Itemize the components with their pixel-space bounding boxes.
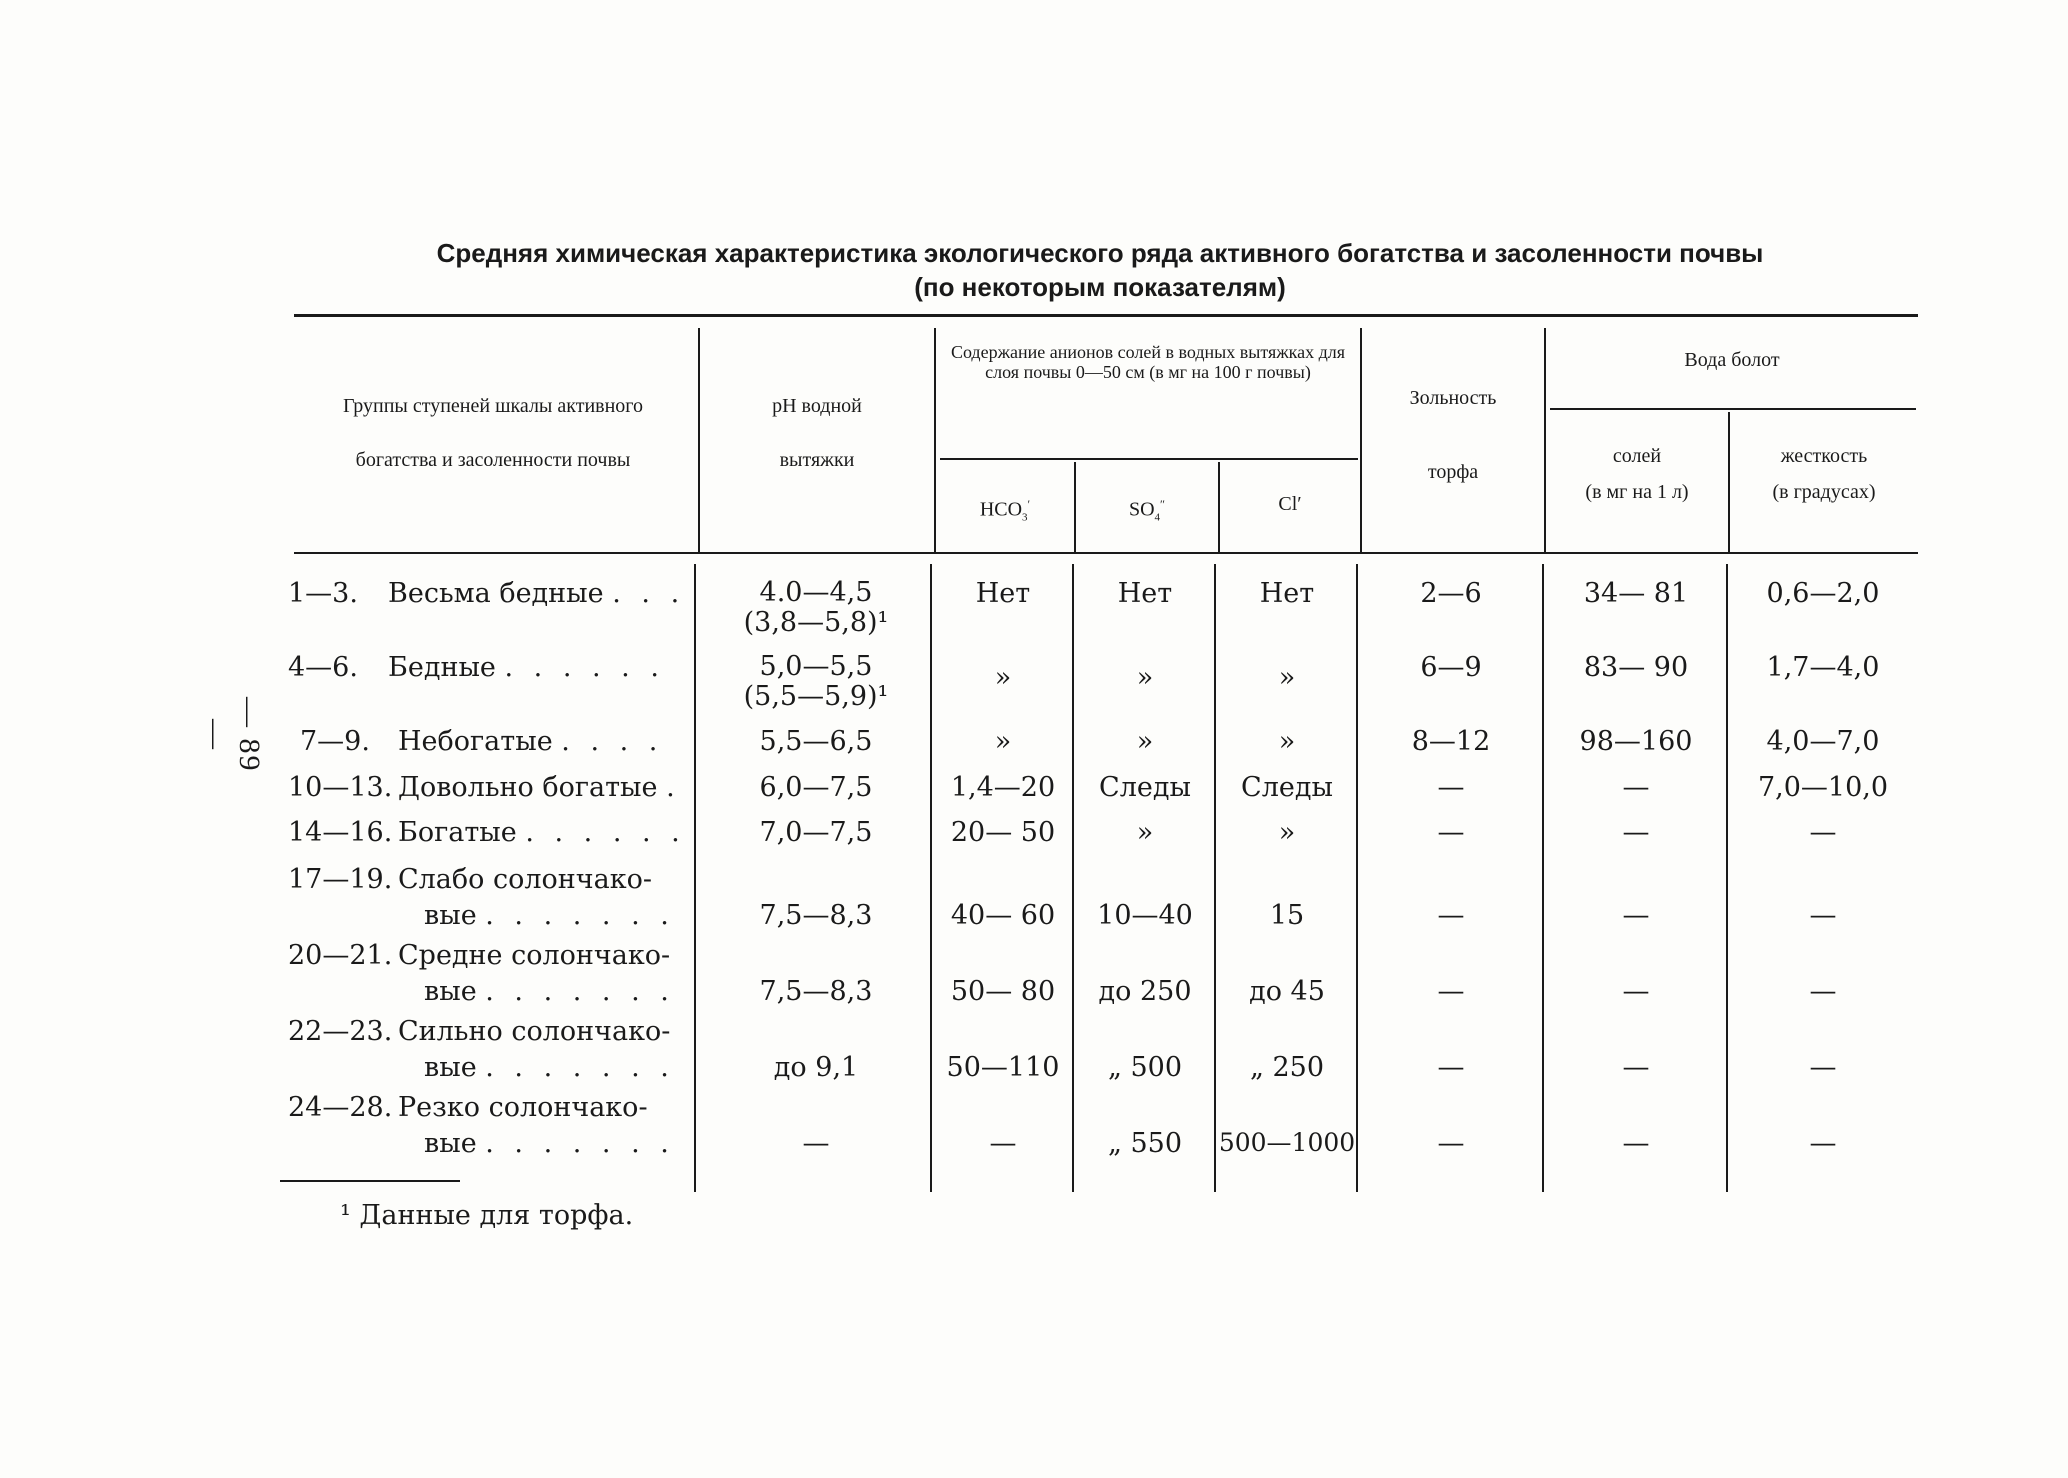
group-name-text: вые — [424, 900, 477, 931]
hardness-cell: 4,0—7,0 — [1766, 726, 1880, 757]
hco3-cell: 40— 60 — [950, 900, 1056, 931]
hco3-cell: — — [989, 1128, 1017, 1159]
ph-peat-value: (5,5—5,9)¹ — [743, 681, 889, 712]
ph-value: 4.0—4,5 — [759, 577, 873, 608]
header-salts — [1546, 444, 1728, 504]
body-divider-so4 — [1072, 564, 1074, 1192]
group-number: 17—19. — [288, 864, 393, 895]
footnote: ¹ Данные для торфа. — [340, 1200, 634, 1231]
header-hardness-line-2: (в градусах) — [1772, 481, 1876, 503]
footnote-rule — [280, 1180, 460, 1182]
header-ph — [700, 394, 934, 472]
so4-cell: » — [1136, 817, 1154, 848]
group-name-text: Весьма бедные — [388, 578, 604, 609]
data-table — [288, 312, 1918, 1192]
salts-cell: 83— 90 — [1583, 652, 1689, 683]
hco3-cell: » — [994, 662, 1012, 693]
ph-cell: 6,0—7,5 — [759, 772, 873, 803]
cl-cell: » — [1278, 726, 1296, 757]
leader-dots: . . . . — [561, 726, 664, 757]
so4-cell: » — [1136, 726, 1154, 757]
leader-dots: . . . . . . — [525, 817, 686, 848]
hardness-cell: 7,0—10,0 — [1757, 772, 1889, 803]
hardness-cell: — — [1809, 1052, 1837, 1083]
body-divider-cl — [1214, 564, 1216, 1192]
hardness-cell: 0,6—2,0 — [1766, 578, 1880, 609]
so4-superscript: ″ — [1160, 497, 1166, 511]
ash-cell: — — [1437, 976, 1465, 1007]
body-divider-hardness — [1726, 564, 1728, 1192]
hardness-cell: — — [1809, 817, 1837, 848]
so4-cell: „ 500 — [1107, 1052, 1183, 1083]
so4-label: SO — [1128, 498, 1155, 521]
leader-dots: . . . . . . . — [485, 1052, 675, 1083]
salts-cell: 98—160 — [1579, 726, 1693, 757]
group-name — [388, 578, 685, 609]
ph-cell: — — [802, 1128, 830, 1159]
leader-dots: . . . . . . . — [485, 900, 675, 931]
header-cl: Cl′ — [1278, 493, 1302, 515]
salts-cell: — — [1622, 900, 1650, 931]
cl-cell: Следы — [1241, 772, 1333, 803]
group-number: 1—3. — [288, 578, 358, 609]
ph-cell: до 9,1 — [773, 1052, 859, 1083]
group-name-text: вые — [424, 1128, 477, 1159]
header-hardness-line-1: жесткость — [1780, 445, 1868, 467]
group-number: 14—16. — [288, 817, 393, 848]
group-name-continuation — [424, 900, 675, 931]
page-number: — 89 — — [199, 697, 266, 773]
ph-cell: 5,5—6,5 — [759, 726, 873, 757]
hco3-subscript: 3 — [1022, 511, 1028, 524]
header-hardness — [1730, 444, 1918, 504]
group-name: Резко солончако- — [398, 1092, 648, 1123]
cl-cell: Нет — [1259, 578, 1315, 609]
group-name: Слабо солончако- — [398, 864, 652, 895]
anions-subrule — [940, 458, 1358, 460]
header-group-line-2: богатства и засоленности почвы — [355, 449, 631, 471]
title-line-2: (по некоторым показателям) — [914, 272, 1286, 302]
cl-cell: » — [1278, 662, 1296, 693]
so4-cell: „ 550 — [1107, 1128, 1183, 1159]
ph-cell — [698, 652, 934, 712]
header-bog-water: Вода болот — [1684, 349, 1780, 371]
cl-cell: 500—1000 — [1218, 1128, 1356, 1157]
group-name-text: Бедные — [388, 652, 496, 683]
group-name-text: Довольно богатые — [398, 772, 658, 803]
cl-cell: „ 250 — [1249, 1052, 1325, 1083]
group-name-text: Богатые — [398, 817, 517, 848]
hardness-cell: — — [1809, 1128, 1837, 1159]
ash-cell: — — [1437, 1128, 1465, 1159]
group-name: Сильно солончако- — [398, 1016, 671, 1047]
salts-cell: — — [1622, 1052, 1650, 1083]
ash-cell: 8—12 — [1411, 726, 1491, 757]
table-title — [300, 236, 1900, 304]
header-group-line-1: Группы ступеней шкалы активного — [342, 395, 643, 417]
so4-cell: Нет — [1117, 578, 1173, 609]
group-name-continuation — [424, 976, 675, 1007]
ph-cell: 7,5—8,3 — [759, 900, 873, 931]
salts-cell: 34— 81 — [1583, 578, 1689, 609]
group-number: 24—28. — [288, 1092, 393, 1123]
so4-cell: » — [1136, 662, 1154, 693]
group-name-text: Небогатые — [398, 726, 553, 757]
group-name — [398, 726, 663, 757]
header-ash — [1362, 386, 1544, 484]
body-divider-ph — [694, 564, 696, 1192]
leader-dots: . — [666, 772, 681, 803]
header-ash-line-1: Зольность — [1409, 387, 1497, 409]
ash-cell: — — [1437, 900, 1465, 931]
ash-cell: 2—6 — [1420, 578, 1482, 609]
title-line-1: Средняя химическая характеристика экологического ряда активного богатства и засоленности почвы — [436, 238, 1764, 268]
cl-cell: 15 — [1269, 900, 1305, 931]
group-number: 7—9. — [300, 726, 370, 757]
ph-value: 5,0—5,5 — [759, 651, 873, 682]
group-number: 20—21. — [288, 940, 393, 971]
header-group — [288, 394, 698, 472]
leader-dots: . . . . . . — [504, 652, 665, 683]
salts-cell: — — [1622, 772, 1650, 803]
group-number: 10—13. — [288, 772, 393, 803]
so4-subscript: 4 — [1154, 511, 1161, 524]
hco3-cell: 50—110 — [946, 1052, 1060, 1083]
cl-cell: » — [1278, 817, 1296, 848]
header-bottom-rule — [294, 552, 1918, 554]
header-anions: Содержание анионов солей в водных вытяжках для слоя почвы 0—50 см (в мг на 100 г почвы) — [950, 342, 1346, 382]
ash-cell: 6—9 — [1420, 652, 1482, 683]
hco3-cell: Нет — [975, 578, 1031, 609]
salts-cell: — — [1622, 1128, 1650, 1159]
header-salts-line-1: солей — [1612, 445, 1662, 467]
group-number: 22—23. — [288, 1016, 393, 1047]
group-name: Средне солончако- — [398, 940, 671, 971]
ash-cell: — — [1437, 817, 1465, 848]
header-ph-line-2: вытяжки — [779, 449, 855, 471]
so4-cell: 10—40 — [1097, 900, 1193, 931]
group-name-text: вые — [424, 976, 477, 1007]
ash-cell: — — [1437, 1052, 1465, 1083]
ph-cell — [698, 578, 934, 638]
leader-dots: . . . — [612, 578, 686, 609]
group-name — [398, 817, 686, 848]
header-ash-line-2: торфа — [1427, 461, 1479, 483]
hco3-cell: 20— 50 — [950, 817, 1056, 848]
group-name-continuation — [424, 1052, 675, 1083]
salts-cell: — — [1622, 817, 1650, 848]
group-name — [398, 772, 681, 803]
hco3-cell: 1,4—20 — [950, 772, 1056, 803]
hco3-label: HCO — [979, 498, 1023, 521]
hco3-cell: » — [994, 726, 1012, 757]
hco3-cell: 50— 80 — [950, 976, 1056, 1007]
salts-cell: — — [1622, 976, 1650, 1007]
ash-cell: — — [1437, 772, 1465, 803]
body-divider-bog — [1542, 564, 1544, 1192]
leader-dots: . . . . . . . — [485, 1128, 675, 1159]
group-name-continuation — [424, 1128, 675, 1159]
header-salts-line-2: (в мг на 1 л) — [1585, 481, 1689, 503]
hardness-cell: 1,7—4,0 — [1766, 652, 1880, 683]
so4-cell: до 250 — [1098, 976, 1192, 1007]
header-so4 — [1076, 492, 1218, 530]
body-divider-ash — [1356, 564, 1358, 1192]
header-ph-line-1: pH водной — [772, 395, 862, 417]
header-hco3 — [936, 492, 1074, 530]
hardness-cell: — — [1809, 900, 1837, 931]
hardness-cell: — — [1809, 976, 1837, 1007]
group-number: 4—6. — [288, 652, 358, 683]
top-rule — [294, 314, 1918, 317]
hco3-superscript: ′ — [1027, 497, 1031, 511]
group-name-text: вые — [424, 1052, 477, 1083]
ph-cell: 7,5—8,3 — [759, 976, 873, 1007]
group-name — [388, 652, 665, 683]
cl-cell: до 45 — [1249, 976, 1325, 1007]
so4-cell: Следы — [1099, 772, 1191, 803]
ph-cell: 7,0—7,5 — [759, 817, 873, 848]
bog-water-subrule — [1550, 408, 1916, 410]
ph-peat-value: (3,8—5,8)¹ — [743, 607, 889, 638]
leader-dots: . . . . . . . — [485, 976, 675, 1007]
